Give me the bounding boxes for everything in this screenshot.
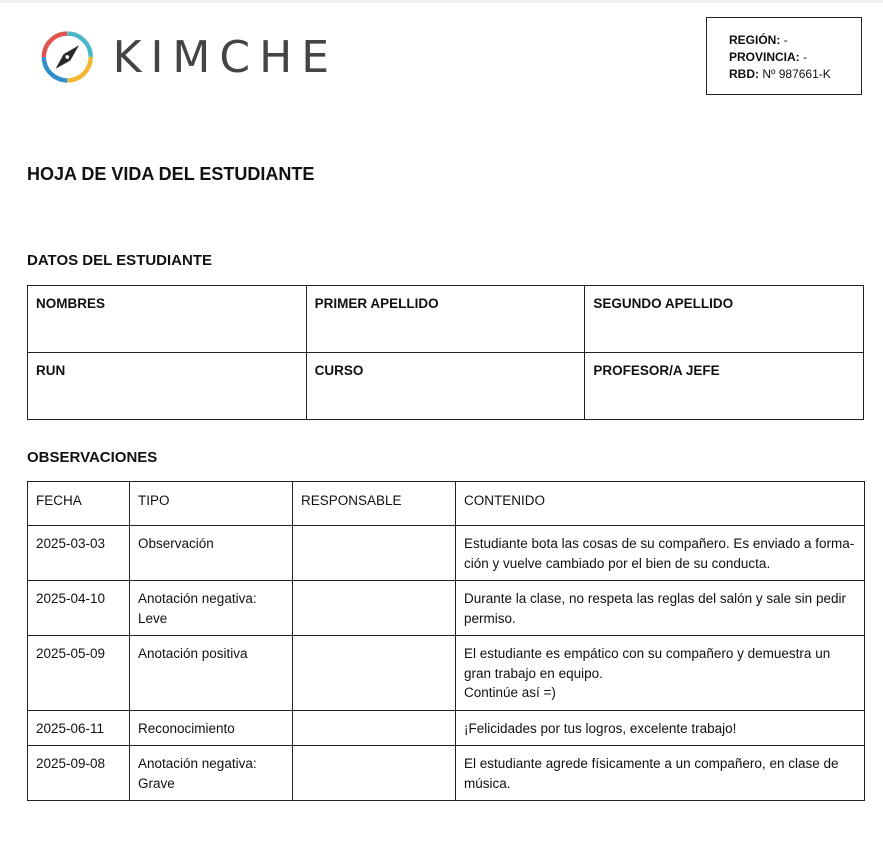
student-data-row [28,353,864,420]
kimche-logo [38,16,338,98]
table-row [28,636,865,711]
rbd-line [729,66,861,83]
region-line [729,32,861,49]
contenido-cell: El estudiante es empático con su compañero y demuestra un gran trabajo en equipo. Continúe así =) [456,636,865,711]
contenido-header: CONTENIDO [456,482,865,526]
rbd-label: RBD: [729,67,759,81]
responsable-cell [293,526,456,581]
table-row [28,710,865,746]
fecha-header: FECHA [28,482,130,526]
provincia-label: PROVINCIA: [729,50,800,64]
observations-header-row [28,482,865,526]
tipo-cell: Reconocimiento [130,710,293,746]
run-cell: RUN [28,353,307,420]
compass-icon [38,18,97,96]
responsable-cell [293,581,456,636]
nombres-cell: NOMBRES [28,286,307,353]
datos-section-title: DATOS DEL ESTUDIANTE [27,252,213,269]
fecha-cell: 2025-04-10 [28,581,130,636]
segundo-apellido-cell: SEGUNDO APELLIDO [585,286,864,353]
responsable-cell [293,636,456,711]
observaciones-section-title: OBSERVACIONES [27,449,158,466]
brand-name: KIMCHE [112,31,338,83]
observations-table [27,481,865,801]
region-value: - [783,33,788,47]
provincia-value: - [803,50,808,64]
table-row [28,581,865,636]
fecha-cell: 2025-05-09 [28,636,130,711]
contenido-cell: El estudiante agrede físicamente a un compañero, en clase de música. [456,746,865,801]
contenido-cell: Durante la clase, no respeta las reglas del salón y sale sin pedir permiso. [456,581,865,636]
fecha-cell: 2025-09-08 [28,746,130,801]
responsable-header: RESPONSABLE [293,482,456,526]
contenido-cell: ¡Felicidades por tus logros, excelente trabajo! [456,710,865,746]
provincia-line [729,49,861,66]
tipo-cell: Anotación negativa: Grave [130,746,293,801]
fecha-cell: 2025-03-03 [28,526,130,581]
profesor-jefe-cell: PROFESOR/A JEFE [585,353,864,420]
rbd-value: Nº 987661-K [762,67,831,81]
tipo-cell: Observación [130,526,293,581]
responsable-cell [293,746,456,801]
fecha-cell: 2025-06-11 [28,710,130,746]
page-title: HOJA DE VIDA DEL ESTUDIANTE [27,164,315,184]
curso-cell: CURSO [306,353,585,420]
top-band [0,0,883,3]
contenido-cell: Estudiante bota las cosas de su compañero. Es enviado a forma- ción y vuelve cambiado por el bien de su conducta. [456,526,865,581]
table-row [28,526,865,581]
student-data-table [27,285,864,420]
table-row [28,746,865,801]
student-data-row [28,286,864,353]
primer-apellido-cell: PRIMER APELLIDO [306,286,585,353]
responsable-cell [293,710,456,746]
tipo-cell: Anotación positiva [130,636,293,711]
tipo-cell: Anotación negativa: Leve [130,581,293,636]
school-info-box [706,17,862,95]
region-label: REGIÓN: [729,33,781,47]
tipo-header: TIPO [130,482,293,526]
